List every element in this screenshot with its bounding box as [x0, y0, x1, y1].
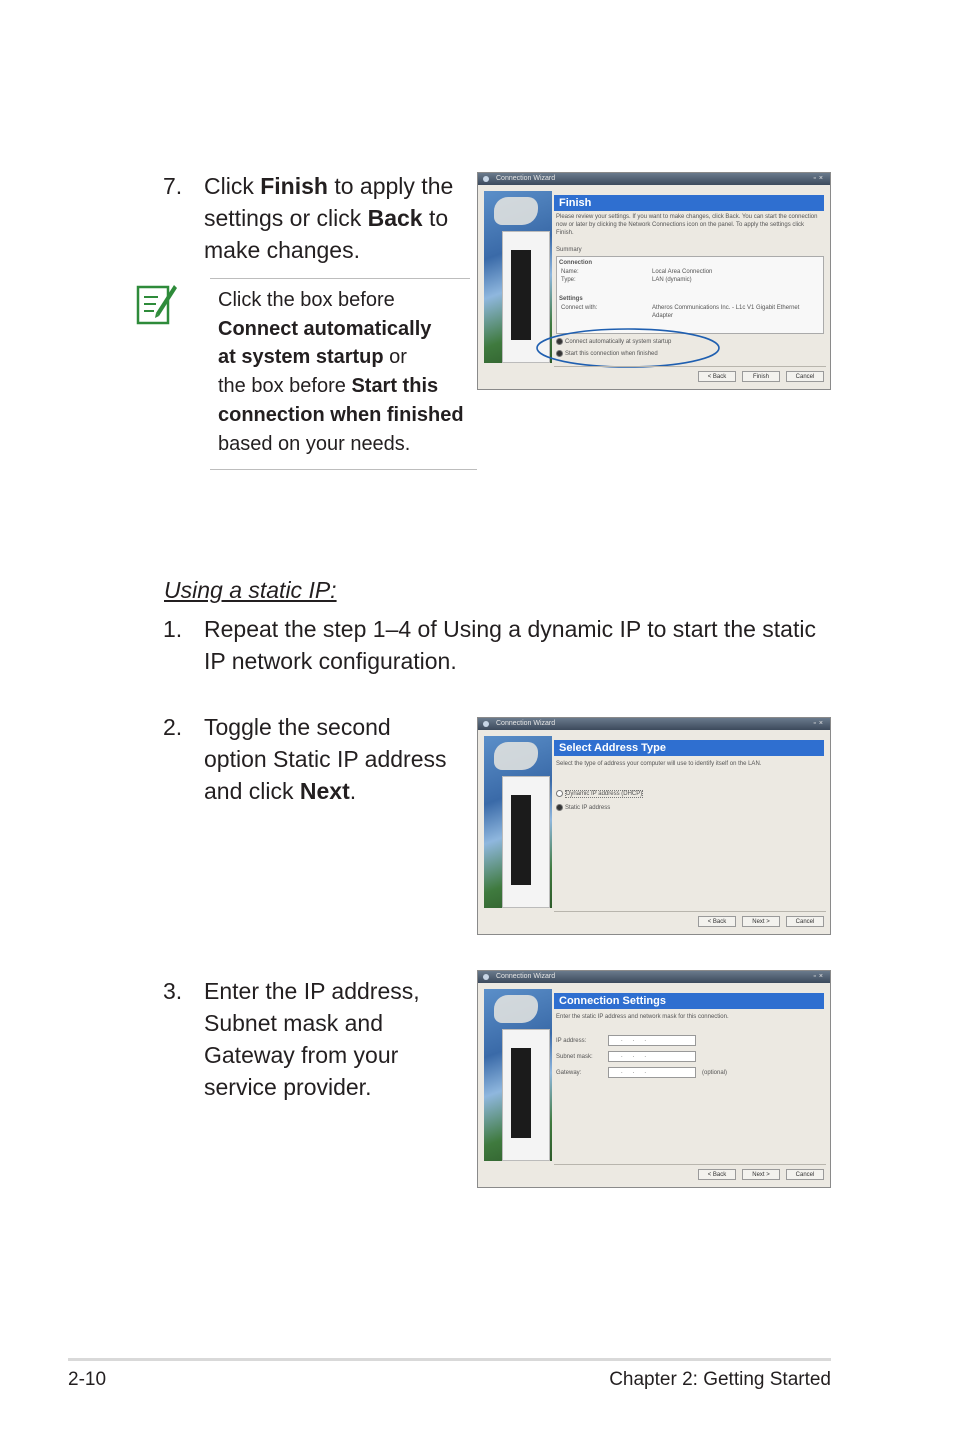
window-icon — [483, 721, 489, 727]
window-controls: ▫× — [813, 973, 826, 980]
back-button[interactable]: < Back — [698, 1169, 736, 1180]
hand-graphic — [494, 742, 538, 770]
button-separator — [554, 911, 826, 912]
window-titlebar — [478, 718, 830, 730]
radio-icon — [556, 790, 563, 797]
text: Subnet mask and — [204, 1010, 384, 1036]
cancel-button[interactable]: Cancel — [786, 1169, 824, 1180]
ip-address-label: IP address: — [556, 1038, 587, 1044]
window-titlebar — [478, 173, 830, 185]
hand-graphic — [494, 995, 538, 1023]
note-top-rule — [210, 278, 470, 279]
wizard-header: Finish — [554, 195, 824, 211]
text: based on your needs. — [218, 432, 411, 455]
optional-hint: (optional) — [702, 1070, 728, 1076]
wizard-side-image — [484, 736, 552, 908]
monitor-graphic — [502, 776, 550, 908]
step-7 — [163, 170, 463, 270]
startup-emphasis: at system startup — [218, 346, 384, 369]
text: Click — [204, 173, 261, 199]
ip-address-input[interactable]: ... — [608, 1035, 696, 1046]
text: or — [383, 346, 407, 369]
footer-rule — [68, 1358, 831, 1361]
wizard-header: Connection Settings — [554, 993, 824, 1009]
page-number: 2-10 — [68, 1369, 107, 1390]
text: settings or click — [204, 205, 368, 231]
step-text — [204, 170, 474, 266]
button-separator — [554, 1164, 826, 1165]
gateway-label: Gateway: — [556, 1070, 582, 1076]
next-button[interactable]: Next > — [742, 1169, 780, 1180]
step-text — [204, 613, 844, 677]
finish-wizard-screenshot — [477, 172, 831, 390]
note-bottom-rule — [210, 469, 477, 470]
text: option Static IP address — [204, 746, 447, 772]
step-1 — [163, 613, 843, 679]
name-value: Local Area Connection — [652, 269, 713, 275]
button-separator — [554, 366, 826, 367]
radio-icon — [556, 804, 563, 811]
window-icon — [483, 176, 489, 182]
text: to apply the — [327, 173, 454, 199]
connection-heading: Connection — [559, 260, 592, 266]
wizard-intro: Select the type of address your computer will use to identify itself on the LAN. — [556, 761, 762, 767]
wizard-intro: Enter the static IP address and network mask for this connection. — [556, 1014, 729, 1020]
window-title: Connection Wizard — [496, 175, 556, 182]
step-number: 2. — [163, 714, 183, 740]
back-button[interactable]: < Back — [698, 916, 736, 927]
next-button[interactable]: Next > — [742, 916, 780, 927]
step-text — [204, 975, 464, 1103]
option-dynamic-ip[interactable] — [556, 790, 643, 798]
text: to — [422, 205, 449, 231]
chapter-label: Chapter 2: Getting Started — [609, 1369, 831, 1390]
text: Enter the IP address, — [204, 978, 420, 1004]
monitor-graphic — [502, 1029, 550, 1161]
window-title: Connection Wizard — [496, 720, 556, 727]
text: the box before — [218, 375, 352, 398]
start-this-emphasis: Start this — [351, 375, 439, 398]
next-emphasis: Next — [299, 778, 350, 804]
highlight-ellipse — [533, 325, 723, 371]
back-emphasis: Back — [367, 205, 423, 231]
finish-emphasis: Finish — [260, 173, 328, 199]
hand-graphic — [494, 197, 538, 225]
finish-button[interactable]: Finish — [742, 371, 780, 382]
connect-with-label: Connect with: — [561, 305, 598, 311]
gateway-input[interactable]: ... — [608, 1067, 696, 1078]
cancel-button[interactable]: Cancel — [786, 916, 824, 927]
step-number: 3. — [163, 978, 183, 1004]
text: Click the box before — [218, 289, 395, 311]
connection-settings-wizard-screenshot — [477, 970, 831, 1188]
connect-with-value: Atheros Communications Inc. - L1c V1 Gigabit Ethernet Adapter — [652, 305, 800, 319]
type-label: Type: — [561, 277, 576, 283]
text: and click — [204, 778, 300, 804]
text: IP network configuration. — [204, 648, 457, 674]
summary-box — [556, 256, 824, 334]
text: make changes. — [204, 237, 360, 263]
text: service provider. — [204, 1074, 372, 1100]
wizard-intro: Please review your settings. If you want to make changes, click Back. You can start the connection now or later by clicking the Network Connections icon on the panel. To apply the settings click Finish. — [556, 214, 818, 236]
note-text — [218, 286, 483, 458]
option-label: Start this connection when finished — [565, 351, 658, 358]
wizard-side-image — [484, 989, 552, 1161]
text: . — [349, 778, 357, 804]
option-label: Dynamic IP address (DHCP) — [566, 791, 643, 798]
text: Gateway from your — [204, 1042, 399, 1068]
wizard-header: Select Address Type — [554, 740, 824, 756]
step-text — [204, 711, 464, 807]
section-title: Using a static IP: — [164, 577, 337, 603]
step-number: 7. — [163, 173, 183, 199]
connect-auto-emphasis: Connect automatically — [218, 317, 432, 340]
summary-label: Summary — [556, 247, 582, 253]
option-static-ip[interactable] — [556, 804, 610, 812]
subnet-mask-label: Subnet mask: — [556, 1054, 593, 1060]
text: Repeat the step 1–4 of Using a dynamic IP to start the static — [204, 616, 816, 642]
type-value: LAN (dynamic) — [652, 277, 692, 283]
window-controls: ▫× — [813, 720, 826, 727]
step-3 — [163, 975, 463, 1105]
step-number: 1. — [163, 616, 183, 642]
cancel-button[interactable]: Cancel — [786, 371, 824, 382]
window-icon — [483, 974, 489, 980]
window-title: Connection Wizard — [496, 973, 556, 980]
settings-heading: Settings — [559, 296, 583, 302]
option-label: Static IP address — [565, 805, 611, 812]
note-icon — [136, 281, 178, 327]
connection-finished-emphasis: connection when finished — [218, 403, 464, 426]
subnet-mask-input[interactable]: ... — [608, 1051, 696, 1062]
back-button[interactable]: < Back — [698, 371, 736, 382]
text: Toggle the second — [204, 714, 391, 740]
window-titlebar — [478, 971, 830, 983]
window-controls: ▫× — [813, 175, 826, 182]
step-2 — [163, 711, 463, 811]
option-label: Connect automatically at system startup — [565, 339, 672, 346]
name-label: Name: — [561, 269, 579, 275]
address-type-wizard-screenshot — [477, 717, 831, 935]
